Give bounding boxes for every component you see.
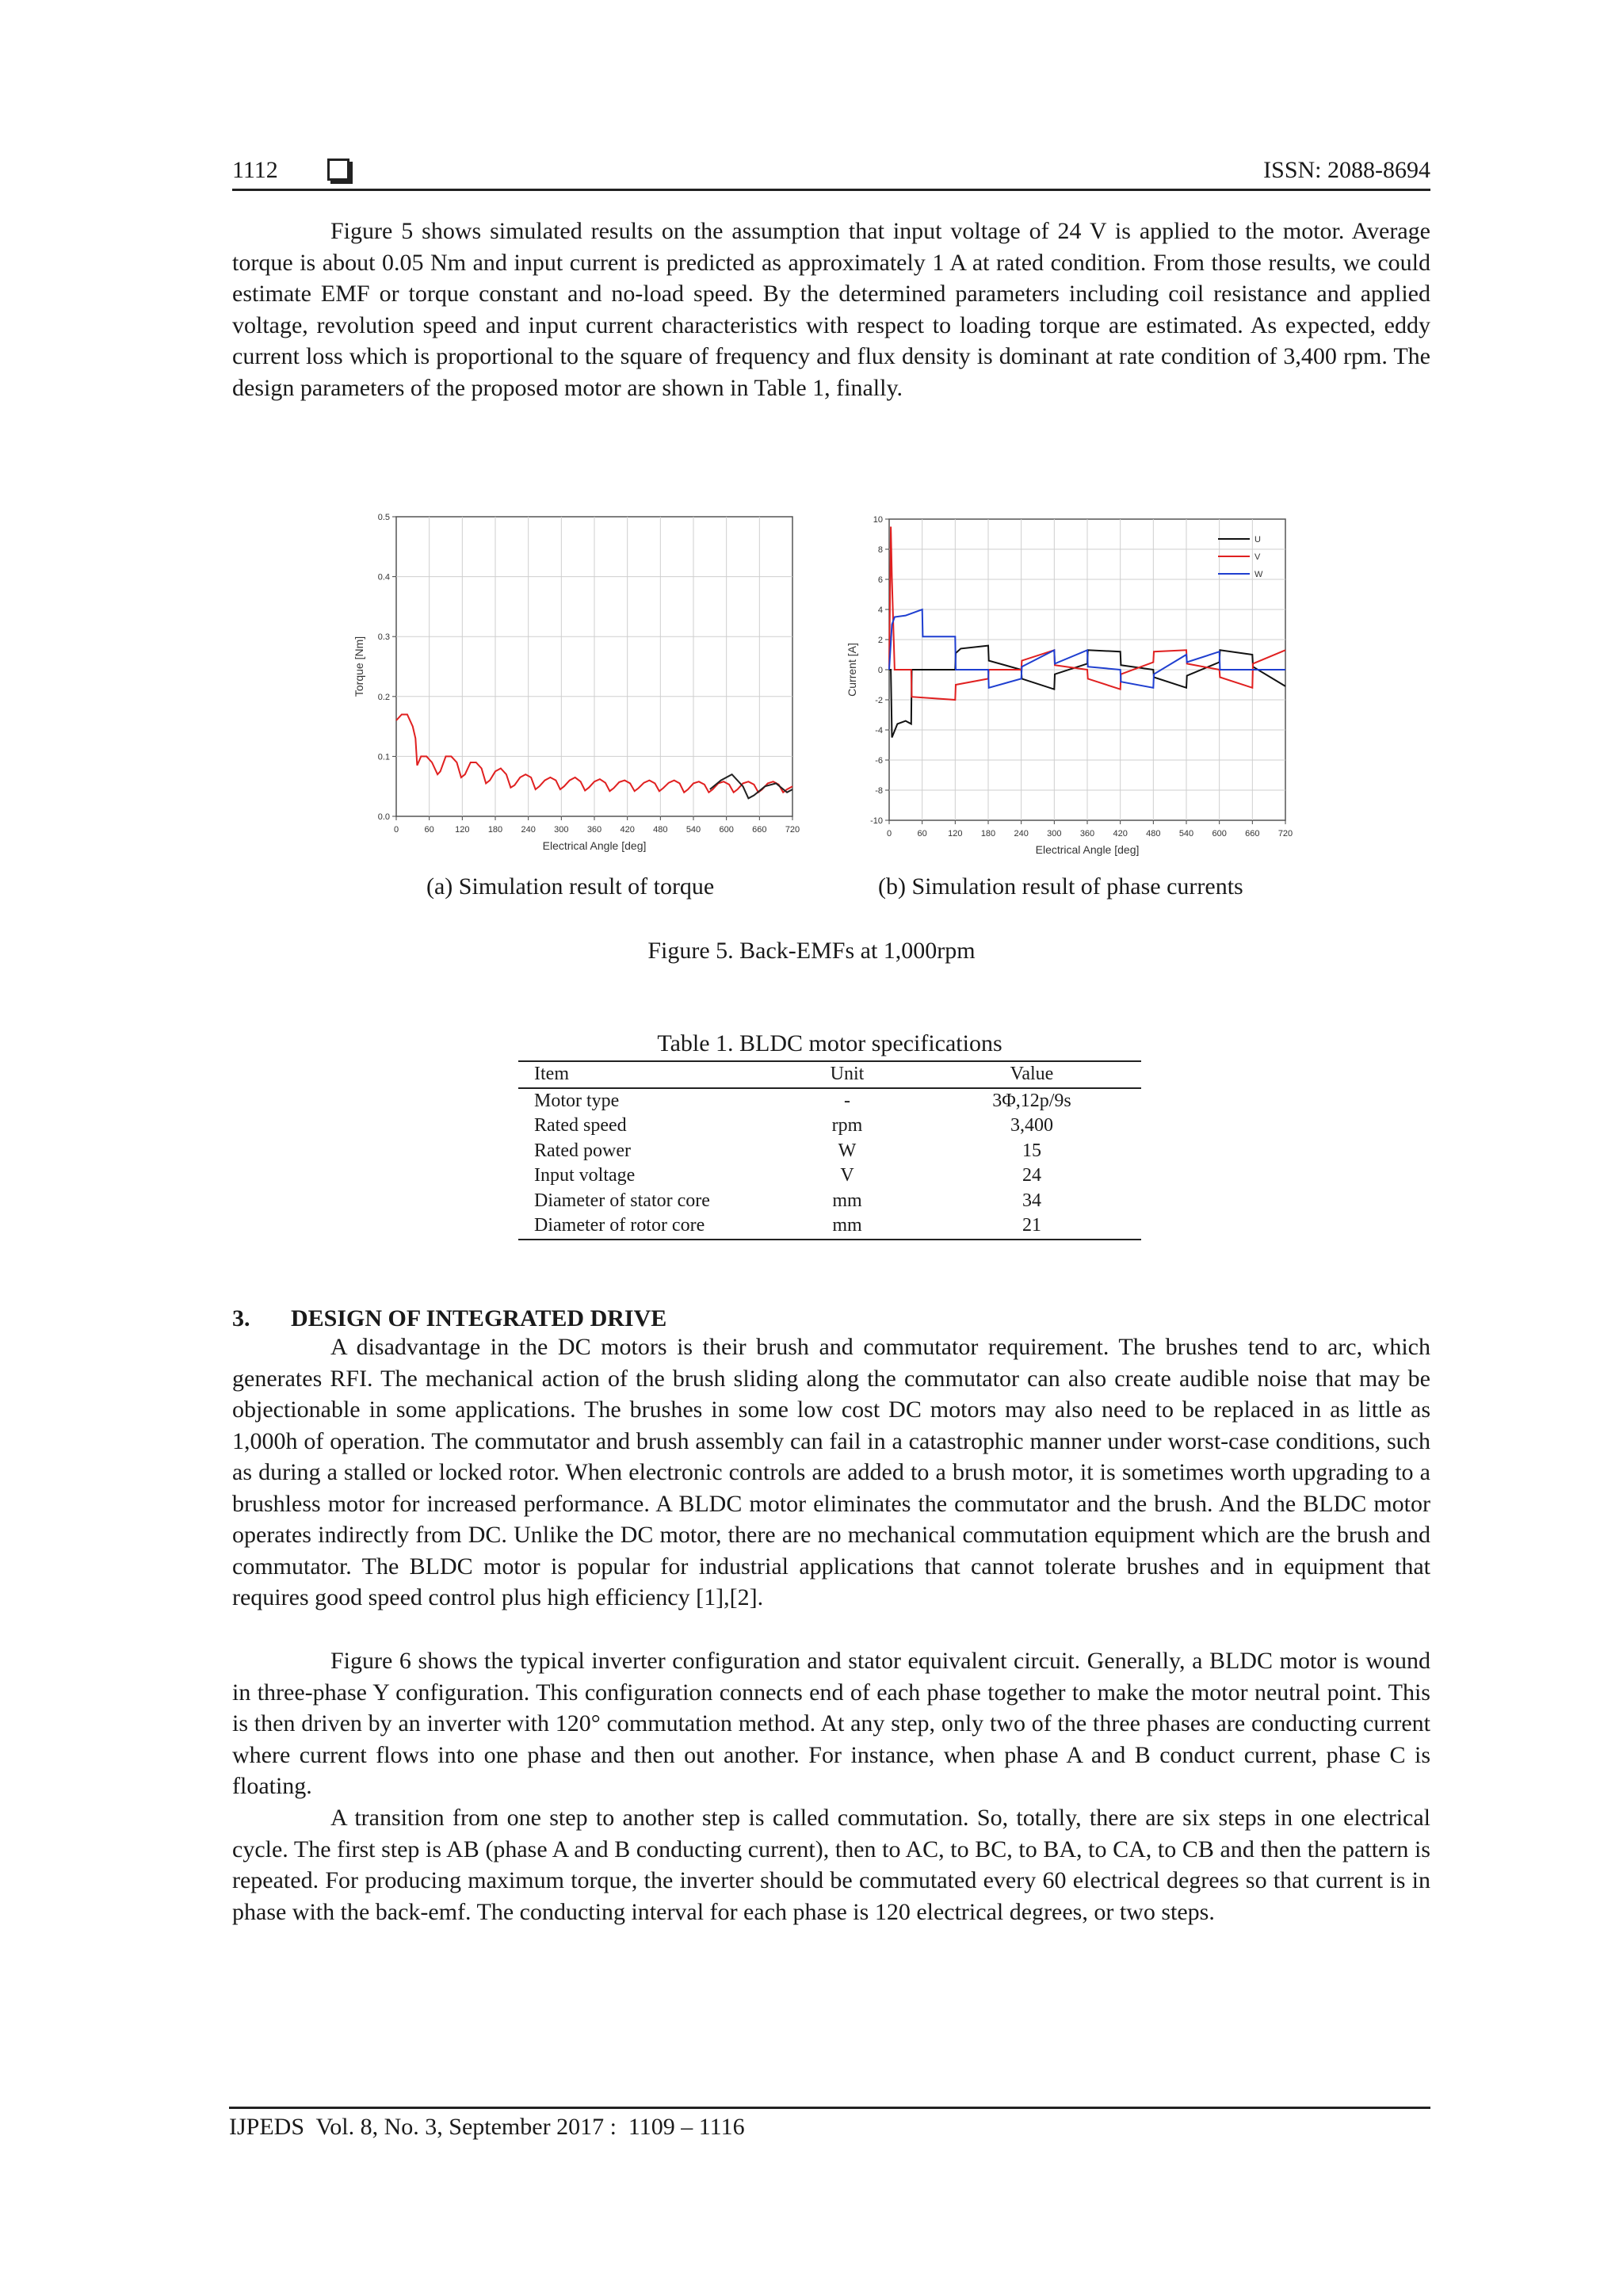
figure-caption: Figure 5. Back-EMFs at 1,000rpm (647, 938, 976, 964)
torque-y-tick-label: 0.5 (377, 513, 390, 522)
current-y-tick-label: -6 (875, 756, 883, 766)
table-row (518, 1139, 1141, 1164)
header-item: Item (518, 1061, 772, 1088)
torque-x-tick-label: 540 (685, 825, 701, 835)
subcaption-b: (b) Simulation result of phase currents (878, 873, 1243, 900)
torque-x-tick-label: 600 (719, 825, 734, 835)
paragraph-3: Figure 6 shows the typical inverter configuration and stator equivalent circuit. Generally, a BLDC motor is wound in three-phase Y configuration. This configuration connects end of each phase together to make the motor neutral point. This is then driven by an inverter with 120° commutation method. At any step, only two of the three phases are conducting current where current flows into one phase and then out another. For instance, when phase A and B conduct current, phase C is floating. (232, 1648, 1430, 1799)
paragraph-2: A disadvantage in the DC motors is their brush and commutator requirement. The brushes tend to arc, which generates RFI. The mechanical action of the brush sliding along the commutator can also create audible noise that may be objectionable in some applications. The brushes in some low cost DC motors may also need to be replaced in as little as 1,000h of operation. The commutator and brush assembly can fail in a catastrophic manner under worst-case conditions, such as during a stalled or locked rotor. When electronic controls are added to a brush motor, it is sometimes worth upgrading to a brushless motor for increased performance. A BLDC motor eliminates the commutator and the brush. And the BLDC motor operates indirectly from DC. Unlike the DC motor, there are no mechanical commutation equipment which are the brush and commutator. The BLDC motor is popular for industrial applications that cannot tolerate brushes and in equipment that requires good speed control plus high efficiency [1],[2]. (232, 1334, 1430, 1610)
torque-chart (349, 507, 808, 872)
cell-unit: mm (772, 1213, 922, 1240)
torque-y-tick-label: 0.1 (377, 752, 390, 762)
subcaption-a: (a) Simulation result of torque (426, 873, 715, 900)
cell-unit: W (838, 1140, 857, 1161)
cell-unit: mm (832, 1190, 862, 1211)
checkbox-bullet-icon (327, 159, 349, 181)
torque-x-tick-label: 480 (653, 825, 668, 835)
cell-unit: V (840, 1165, 854, 1186)
issn: ISSN: 2088-8694 (1263, 157, 1430, 183)
torque-x-tick-label: 240 (521, 825, 536, 835)
current-y-tick-label: 8 (877, 545, 883, 555)
torque-x-tick-label: 180 (487, 825, 503, 835)
torque-y-axis-label: Torque [Nm] (353, 636, 365, 697)
current-x-tick-label: 720 (1277, 829, 1293, 839)
table-row (518, 1189, 1141, 1214)
torque-x-tick-label: 60 (424, 825, 434, 835)
cell-value: 15 (1022, 1140, 1041, 1161)
cell-item: Motor type (534, 1090, 620, 1111)
torque-x-tick-label: 360 (586, 825, 602, 835)
table-row (518, 1163, 1141, 1189)
paragraph-1: Figure 5 shows simulated results on the assumption that input voltage of 24 V is applied to the motor. Average torque is about 0.05 Nm and input current is predicted as approximately 1 A at rated condition. From those results, we could estimate EMF or torque constant and no-load speed. By the determined parameters including coil resistance and applied voltage, revolution speed and input current characteristics with respect to loading torque are estimated. As expected, eddy current loss which is proportional to the square of frequency and flux density is dominant at rate condition of 3,400 rpm. The design parameters of the proposed motor are shown in Table 1, finally. (232, 218, 1430, 401)
current-y-tick-label: 10 (873, 515, 883, 525)
cell-unit: - (844, 1090, 850, 1111)
current-legend-label: U (1254, 535, 1261, 544)
cell-item: Rated power (534, 1140, 631, 1161)
current-x-tick-label: 480 (1146, 829, 1161, 839)
torque-y-tick-label: 0.0 (377, 812, 390, 822)
table-row (518, 1213, 1141, 1240)
current-legend-label: W (1254, 570, 1263, 579)
current-x-tick-label: 60 (917, 829, 927, 839)
page-header (232, 151, 1430, 191)
torque-y-tick-label: 0.2 (377, 692, 390, 702)
current-x-tick-label: 120 (948, 829, 963, 839)
torque-x-tick-label: 720 (785, 825, 800, 835)
current-x-axis-label: Electrical Angle [deg] (1035, 843, 1140, 856)
journal-citation: IJPEDS Vol. 8, No. 3, September 2017 : 1109 – 1116 (229, 2114, 745, 2140)
section-heading (232, 1305, 666, 1332)
current-x-tick-label: 600 (1212, 829, 1227, 839)
page-number: 1112 (232, 157, 278, 183)
current-legend-label: V (1254, 552, 1261, 562)
section-title: DESIGN OF INTEGRATED DRIVE (291, 1305, 667, 1331)
cell-value: 3Φ,12p/9s (992, 1090, 1071, 1111)
section-number: 3. (232, 1305, 250, 1331)
cell-item: Rated speed (534, 1115, 627, 1136)
cell-value: 24 (1022, 1165, 1041, 1186)
cell-item: Diameter of stator core (534, 1190, 710, 1211)
torque-x-axis-label: Electrical Angle [deg] (542, 839, 647, 852)
current-x-tick-label: 180 (980, 829, 996, 839)
current-y-tick-label: 6 (877, 575, 883, 585)
page-footer (229, 2107, 1430, 2140)
torque-x-tick-label: 420 (620, 825, 635, 835)
header-unit: Unit (772, 1061, 922, 1088)
current-x-tick-label: 660 (1245, 829, 1260, 839)
current-x-tick-label: 360 (1079, 829, 1095, 839)
cell-unit: rpm (831, 1115, 863, 1136)
current-y-tick-label: -10 (870, 816, 883, 826)
torque-y-tick-label: 0.3 (377, 632, 390, 643)
table-row (518, 1114, 1141, 1139)
current-x-tick-label: 540 (1178, 829, 1194, 839)
current-y-tick-label: -8 (875, 786, 883, 796)
torque-x-tick-label: 300 (554, 825, 569, 835)
current-y-axis-label: Current [A] (846, 643, 858, 697)
current-y-tick-label: -4 (875, 726, 883, 735)
table-caption: Table 1. BLDC motor specifications (657, 1030, 1002, 1056)
torque-x-tick-label: 660 (752, 825, 767, 835)
cell-value: 34 (1022, 1190, 1041, 1211)
current-x-tick-label: 300 (1047, 829, 1062, 839)
current-y-tick-label: 4 (877, 606, 883, 615)
torque-x-tick-label: 120 (455, 825, 470, 835)
table-row (518, 1088, 1141, 1114)
current-x-tick-label: 0 (886, 829, 892, 839)
torque-y-tick-label: 0.4 (377, 572, 390, 583)
current-x-tick-label: 240 (1014, 829, 1029, 839)
cell-value: 3,400 (1010, 1115, 1053, 1136)
spec-table (518, 1060, 1141, 1240)
cell-item: Input voltage (534, 1165, 636, 1186)
cell-item: Diameter of rotor core (518, 1213, 772, 1240)
phase-current-chart (840, 507, 1308, 872)
current-y-tick-label: 0 (877, 666, 883, 675)
torque-x-tick-label: 0 (393, 825, 399, 835)
cell-value: 21 (922, 1213, 1141, 1240)
header-value: Value (922, 1061, 1141, 1088)
table-header-row (518, 1061, 1141, 1088)
current-y-tick-label: -2 (875, 696, 883, 705)
current-x-tick-label: 420 (1113, 829, 1128, 839)
paragraph-4: A transition from one step to another step is called commutation. So, totally, there are six steps in one electrical cycle. The first step is AB (phase A and B conducting current), then to AC, to BC, to BA, to CA, to CB and then the pattern is repeated. For producing maximum torque, the inverter should be commutated every 60 electrical degrees so that current is in phase with the back-emf. The conducting interval for each phase is 120 electrical degrees, or two steps. (232, 1805, 1430, 1925)
current-y-tick-label: 2 (877, 636, 883, 645)
